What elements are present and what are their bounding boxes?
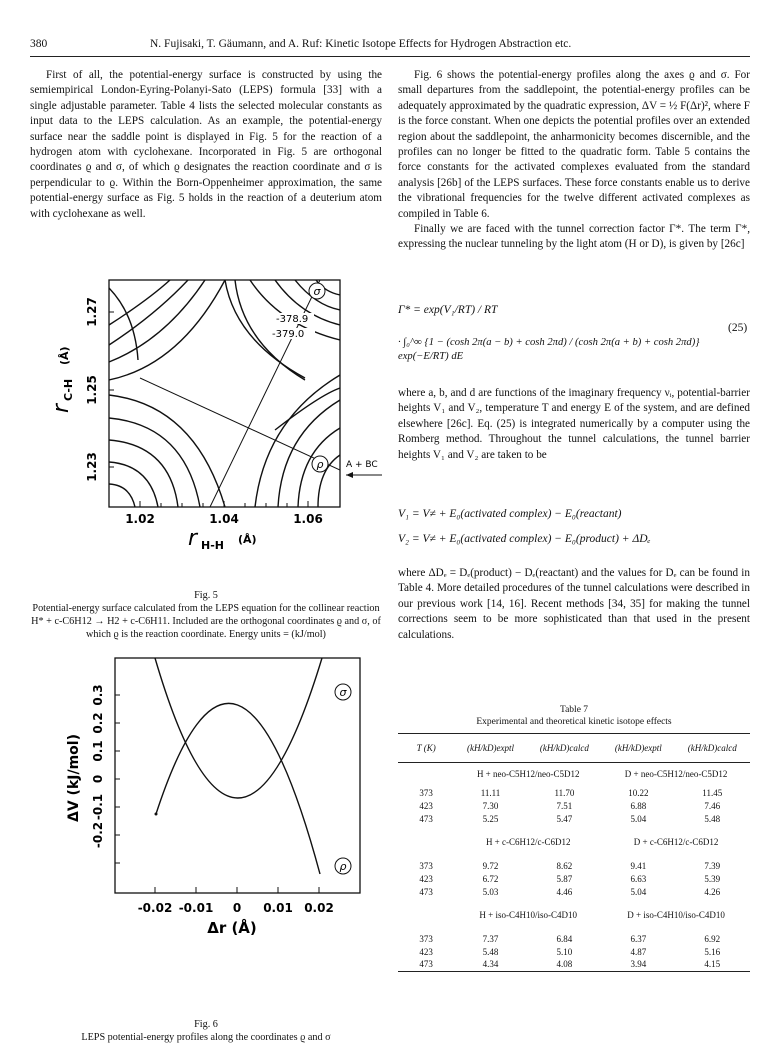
table-row: 373 9.72 8.62 9.41 7.39 [419,860,721,871]
right-column-text-3 [398,566,750,643]
right-paragraph-1: Fig. 6 shows the potential-energy profiles along the axes ϱ and σ. For small departures from the saddlepoint, the potential-energy profiles can be adequately approximated by the quadratic expression, ΔV = ½ F(Δr)², where F is the force constant. When one depicts the potential profiles over an extended region about the saddlepoint, the anharmonicity becomes discernible, and the profiles can no longer be fitted to the quadratic form. Table 5 contains the force constants for the activated complexes evaluated from the standard analysis [26b] of the LEPS surfaces. These force constants enable us to derive the vibrational frequencies for the twelve different activated complexes as compiled in Table 6. [398,69,750,220]
equation-25-line-1: Γ* = exp(V₁/RT) / RT [398,304,498,316]
group-label-right: D + neo-C5H12/neo-C5D12 [624,769,728,780]
fig6-caption-text: LEPS potential-energy profiles along the coordinates ϱ and σ [81,1032,331,1043]
right-paragraph-4: where ΔDₑ = Dₑ(product) − Dₑ(reactant) and the values for Dₑ can be found in Table 4. More detailed procedures of the tunnel calculations were described in our previous work [14, 16]. Recent methods [34, 35] for making the tunnel corrections seem to be more sophisticated than that used in the present calculations. [398,567,750,641]
x-tick-1: 1.02 [125,512,155,526]
svg-text:ρ: ρ [339,860,347,873]
svg-text:(Å): (Å) [58,346,71,365]
right-column-text-2 [398,386,750,463]
x-tick-4: 0.01 [263,901,293,915]
equation-v2: V₂ = V≠ + E₀(activated complex) − E₀(product) + ΔDₑ [398,533,651,545]
fig6-caption-title: Fig. 6 [194,1019,218,1030]
y-tick-3: 0.1 [91,740,105,762]
svg-text:C-H: C-H [62,378,75,401]
svg-text:r: r [188,526,198,551]
table-7-grid [398,734,750,972]
group-label-right: D + iso-C4H10/iso-C4D10 [627,910,725,920]
table-7 [398,704,750,972]
table-row: 423 6.72 5.87 6.63 5.39 [419,873,721,884]
y-tick-5: -0.1 [91,793,105,821]
y-tick-4: 0 [91,774,105,784]
fig5-contour-plot [20,270,390,580]
x-tick-5: 0.02 [304,901,334,915]
svg-text:σ: σ [313,285,321,298]
table-header-exptl-h: (kH/kD)exptl [467,742,514,753]
y-tick-1: 1.27 [85,297,99,327]
right-column-text [398,68,750,253]
fig5-caption-title: Fig. 5 [194,590,218,601]
group-label-left: H + c-C6H12/c-C6D12 [485,837,571,847]
page-number: 380 [30,38,48,50]
arrow-label: A + BC [346,460,378,470]
table-7-title: Table 7 [559,705,589,715]
y-tick-2: 0.2 [91,712,105,734]
fig6-y-label: ΔV (kJ/mol) [66,734,82,822]
fig5-caption-text: Potential-energy surface calculated from the LEPS equation for the collinear reaction H* + c-C6H12 → H2 + c-C6H11. Included are the orthogonal coordinates ϱ and σ, of which ϱ is the reaction coordinate. Energy units = (kJ/mol) [31,603,381,640]
x-tick-1: -0.02 [137,901,173,915]
table-row: 473 5.25 5.47 5.04 5.48 [419,813,721,824]
fig5-y-label [49,346,75,413]
svg-text:(Å): (Å) [238,533,257,546]
table-row: 373 11.11 11.70 10.22 11.45 [419,787,723,798]
header-rule [30,56,750,57]
contour-label-2: -379.0 [272,329,305,340]
svg-text:H-H: H-H [201,539,224,552]
y-tick-3: 1.23 [85,452,99,482]
table-row: 473 4.34 4.08 3.94 4.15 [398,958,750,971]
group-label-left: H + neo-C5H12/neo-C5D12 [476,769,580,780]
equation-25-line-2: · ∫₀^∞ {1 − (cosh 2π(a − b) + cosh 2πd) / (cosh 2π(a + b) + cosh 2πd)} exp(−E/RT) dE [398,337,700,362]
contour-label-1: -378.9 [276,314,309,325]
equation-v1: V₁ = V≠ + E₀(activated complex) − E₀(reactant) [398,508,622,520]
x-tick-2: 1.04 [209,512,239,526]
group-label-left: H + iso-C4H10/iso-C4D10 [479,910,578,920]
y-tick-2: 1.25 [85,375,99,405]
table-row: 373 7.37 6.84 6.37 6.92 [419,933,721,944]
table-header-t: T (K) [416,742,436,753]
fig5-x-label [188,526,257,552]
y-tick-1: 0.3 [91,684,105,706]
svg-text:r: r [49,403,74,413]
svg-text:σ: σ [339,686,347,699]
table-header-calcd-d: (kH/kD)calcd [687,742,737,753]
table-header-calcd-h: (kH/kD)calcd [539,742,589,753]
fig5-caption [30,589,382,641]
rho-curve [156,703,320,874]
right-paragraph-3: where a, b, and d are functions of the imaginary frequency νᵢ, potential-barrier heights V₁ and V₂, temperature T and energy E of the system, and are defined elsewhere [26c]. Eq. (25) is integrated numerically by a computer using the Romberg method. Throughout the tunnel calculations, the tunnel barrier heights V₁ and V₂ are taken to be [398,387,750,461]
sigma-curve [155,658,322,798]
fig6-x-label: Δr (Å) [207,919,257,937]
equation-25-number: (25) [728,322,748,334]
fig6-profile-plot [20,650,390,1020]
table-row: 423 7.30 7.51 6.88 7.46 [419,800,721,811]
right-paragraph-2: Finally we are faced with the tunnel correction factor Γ*. The term Γ*, expressing the nuclear tunneling by the light atom (H or D), is given by [26c] [398,223,750,251]
table-header-exptl-d: (kH/kD)exptl [614,742,662,753]
fig6-frame [115,658,360,893]
table-row: 473 5.03 4.46 5.04 4.26 [419,886,721,897]
x-tick-3: 0 [232,901,242,915]
left-paragraph-1: First of all, the potential-energy surface is constructed by using the semiempirical London-Eyring-Polanyi-Sato (LEPS) formula [33] with a single adjustable parameter. Table 4 lists the selected molecular constants as input data to the LEPS calculation. As an example, the potential-energy surface near the saddle point is displayed in Fig. 5 for the reaction of a hydrogen atom with cyclohexane. Incorporated in Fig. 5 are orthogonal coordinates ϱ and σ, of which ϱ designates the reaction coordinate and σ is perpendicular to ϱ. Within the Born-Oppenheimer approximation, the same potential-energy surface as Fig. 5 holds in the reaction of a deuterium atom with cyclohexane as well. [30,69,382,220]
svg-text:ρ: ρ [316,458,324,471]
running-title: N. Fujisaki, T. Gäumann, and A. Ruf: Kinetic Isotope Effects for Hydrogen Abstraction etc. [150,38,572,50]
table-row: 423 5.48 5.10 4.87 5.16 [419,946,721,957]
table-7-subtitle: Experimental and theoretical kinetic isotope effects [476,717,672,727]
left-column-text [30,68,382,222]
y-tick-6: -0.2 [91,821,105,849]
x-tick-2: -0.01 [178,901,214,915]
group-label-right: D + c-C6H12/c-C6D12 [633,837,719,847]
x-tick-3: 1.06 [293,512,323,526]
fig6-caption [30,1018,382,1044]
